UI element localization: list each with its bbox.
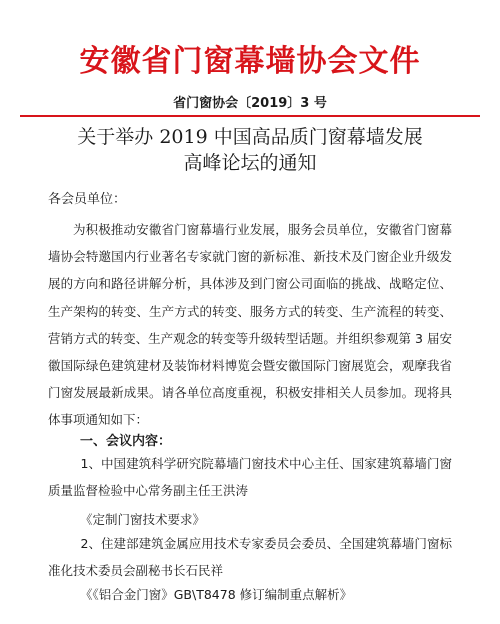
doc-number: 省门窗协会〔2019〕3 号 bbox=[173, 96, 327, 111]
org-title: 安徽省门窗幕墙协会文件 bbox=[79, 44, 421, 79]
notice-title bbox=[0, 124, 500, 176]
notice-title-line1: 关于举办 2019 中国高品质门窗幕墙发展 bbox=[77, 126, 423, 148]
list-item: 2、住建部建筑金属应用技术专家委员会委员、全国建筑幕墙门窗标准化技术委员会副秘书长石民祥 bbox=[48, 536, 452, 578]
red-divider bbox=[20, 115, 480, 117]
item-topic: 《《铝合金门窗》GB\T8478 修订编制重点解析》 bbox=[80, 587, 353, 602]
item-topic: 《定制门窗技术要求》 bbox=[80, 512, 206, 527]
salutation: 各会员单位： bbox=[48, 192, 127, 207]
list-item: 1、中国建筑科学研究院幕墙门窗技术中心主任、国家建筑幕墙门窗质量监督检验中心常务副主任王洪涛 bbox=[48, 456, 452, 498]
notice-title-line2: 高峰论坛的通知 bbox=[183, 152, 317, 174]
body-paragraph: 为积极推动安徽省门窗幕墙行业发展，服务会员单位，安徽省门窗幕墙协会特邀国内行业著名专家就门窗的新标准、新技术及门窗企业升级发展的方向和路径讲解分析，具体涉及到门窗公司面临的挑战、战略定位、生产架构的转变、生产方式的转变、服务方式的转变、生产流程的转变、营销方式的转变、生产观念的转变等升级转型话题。并组织参观第 3 届安徽国际绿色建筑建材及装饰材料博览会暨安徽国际门窗展览会，观摩我省门窗发展最新成果。请各单位高度重视，积极安排相关人员参加。现将具体事项通知如下： bbox=[48, 222, 452, 428]
section-heading: 一、会议内容： bbox=[80, 434, 172, 449]
